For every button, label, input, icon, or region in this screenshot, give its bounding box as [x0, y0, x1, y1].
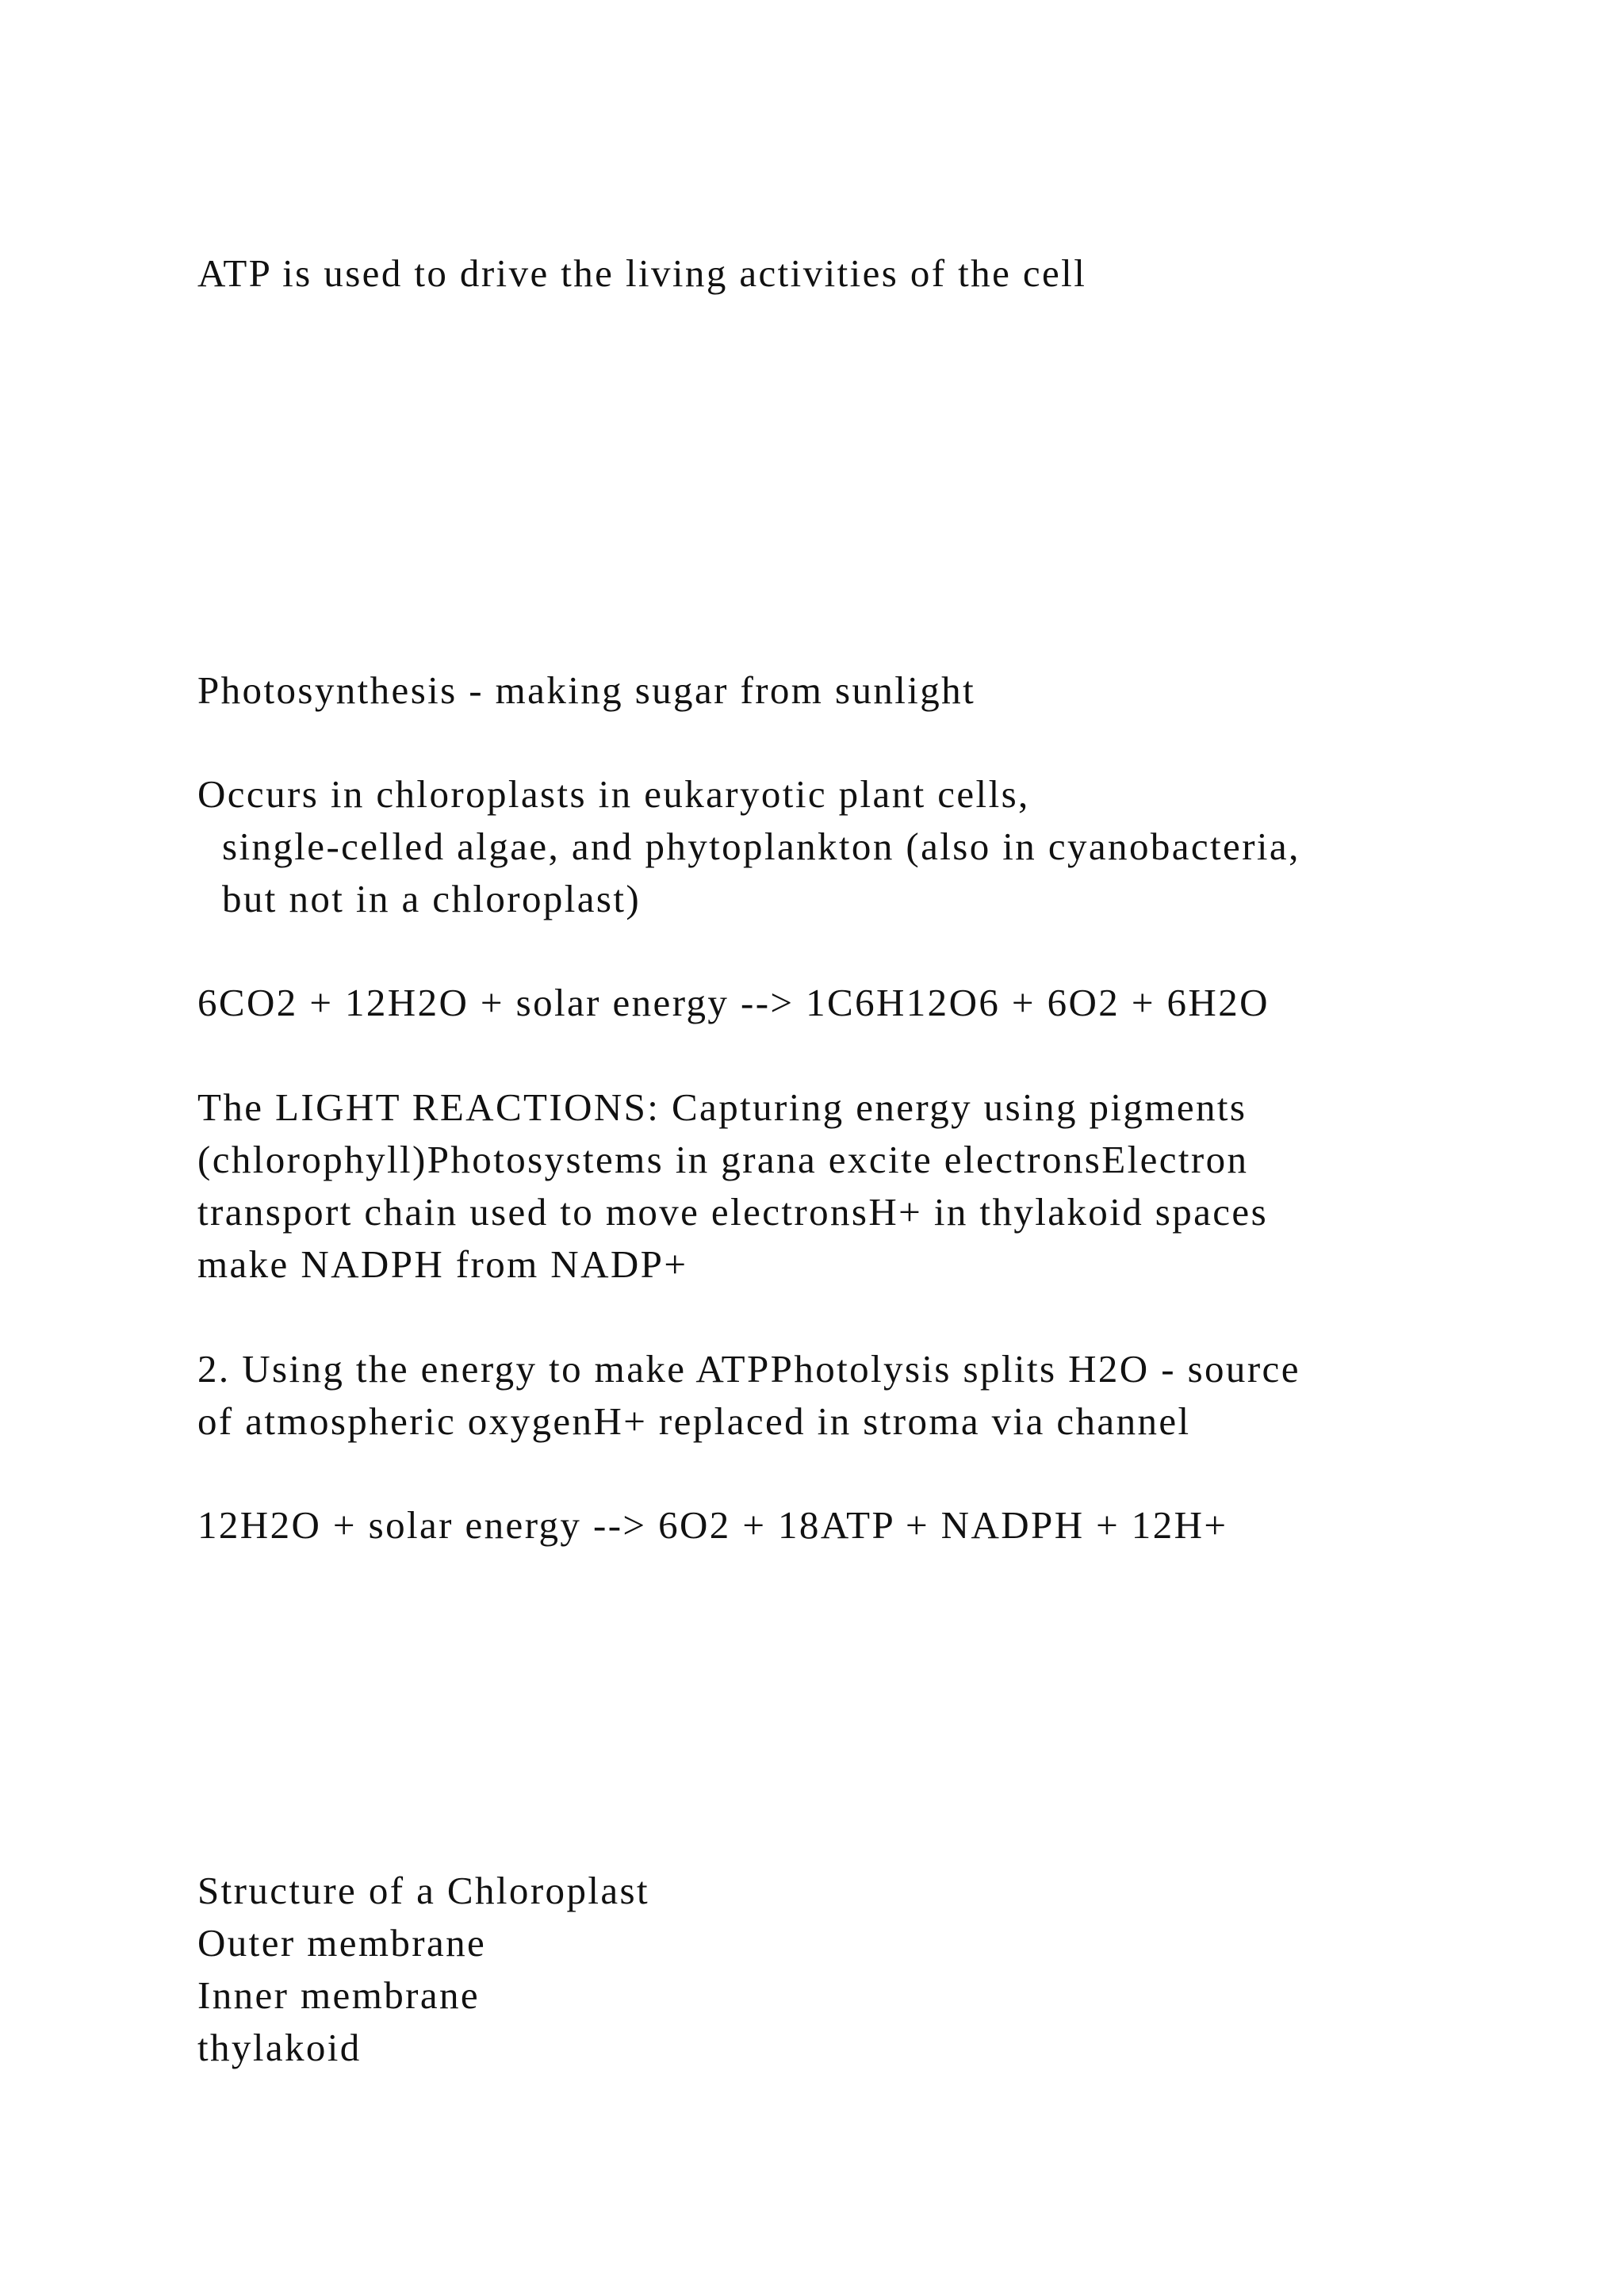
step2-line: of atmospheric oxygenH+ replaced in stroma via channel [197, 1399, 1191, 1443]
light-reactions-equation: 12H2O + solar energy --> 6O2 + 18ATP + NADPH + 12H+ [197, 1503, 1228, 1547]
chloroplast-heading: Structure of a Chloroplast [197, 1869, 649, 1912]
photosynthesis-heading: Photosynthesis - making sugar from sunlight [197, 668, 976, 712]
occurs-line: Occurs in chloroplasts in eukaryotic plant cells, [197, 772, 1030, 816]
light-reactions-line: (chlorophyll)Photosystems in grana excite electronsElectron [197, 1138, 1249, 1181]
light-reactions-line: make NADPH from NADP+ [197, 1242, 688, 1286]
chloroplast-part: Outer membrane [197, 1921, 487, 1965]
intro-line: ATP is used to drive the living activities of the cell [197, 251, 1087, 295]
light-reactions-line: transport chain used to move electronsH+ in thylakoid spaces [197, 1190, 1269, 1234]
photosynthesis-equation: 6CO2 + 12H2O + solar energy --> 1C6H12O6 + 6O2 + 6H2O [197, 981, 1270, 1024]
chloroplast-part: Inner membrane [197, 1973, 481, 2017]
occurs-line: but not in a chloroplast) [222, 877, 642, 920]
occurs-line: single-celled algae, and phytoplankton (also in cyanobacteria, [222, 825, 1300, 868]
light-reactions-line: The LIGHT REACTIONS: Capturing energy using pigments [197, 1085, 1247, 1129]
step2-line: 2. Using the energy to make ATPPhotolysis splits H2O - source [197, 1347, 1300, 1391]
chloroplast-part: thylakoid [197, 2026, 362, 2069]
